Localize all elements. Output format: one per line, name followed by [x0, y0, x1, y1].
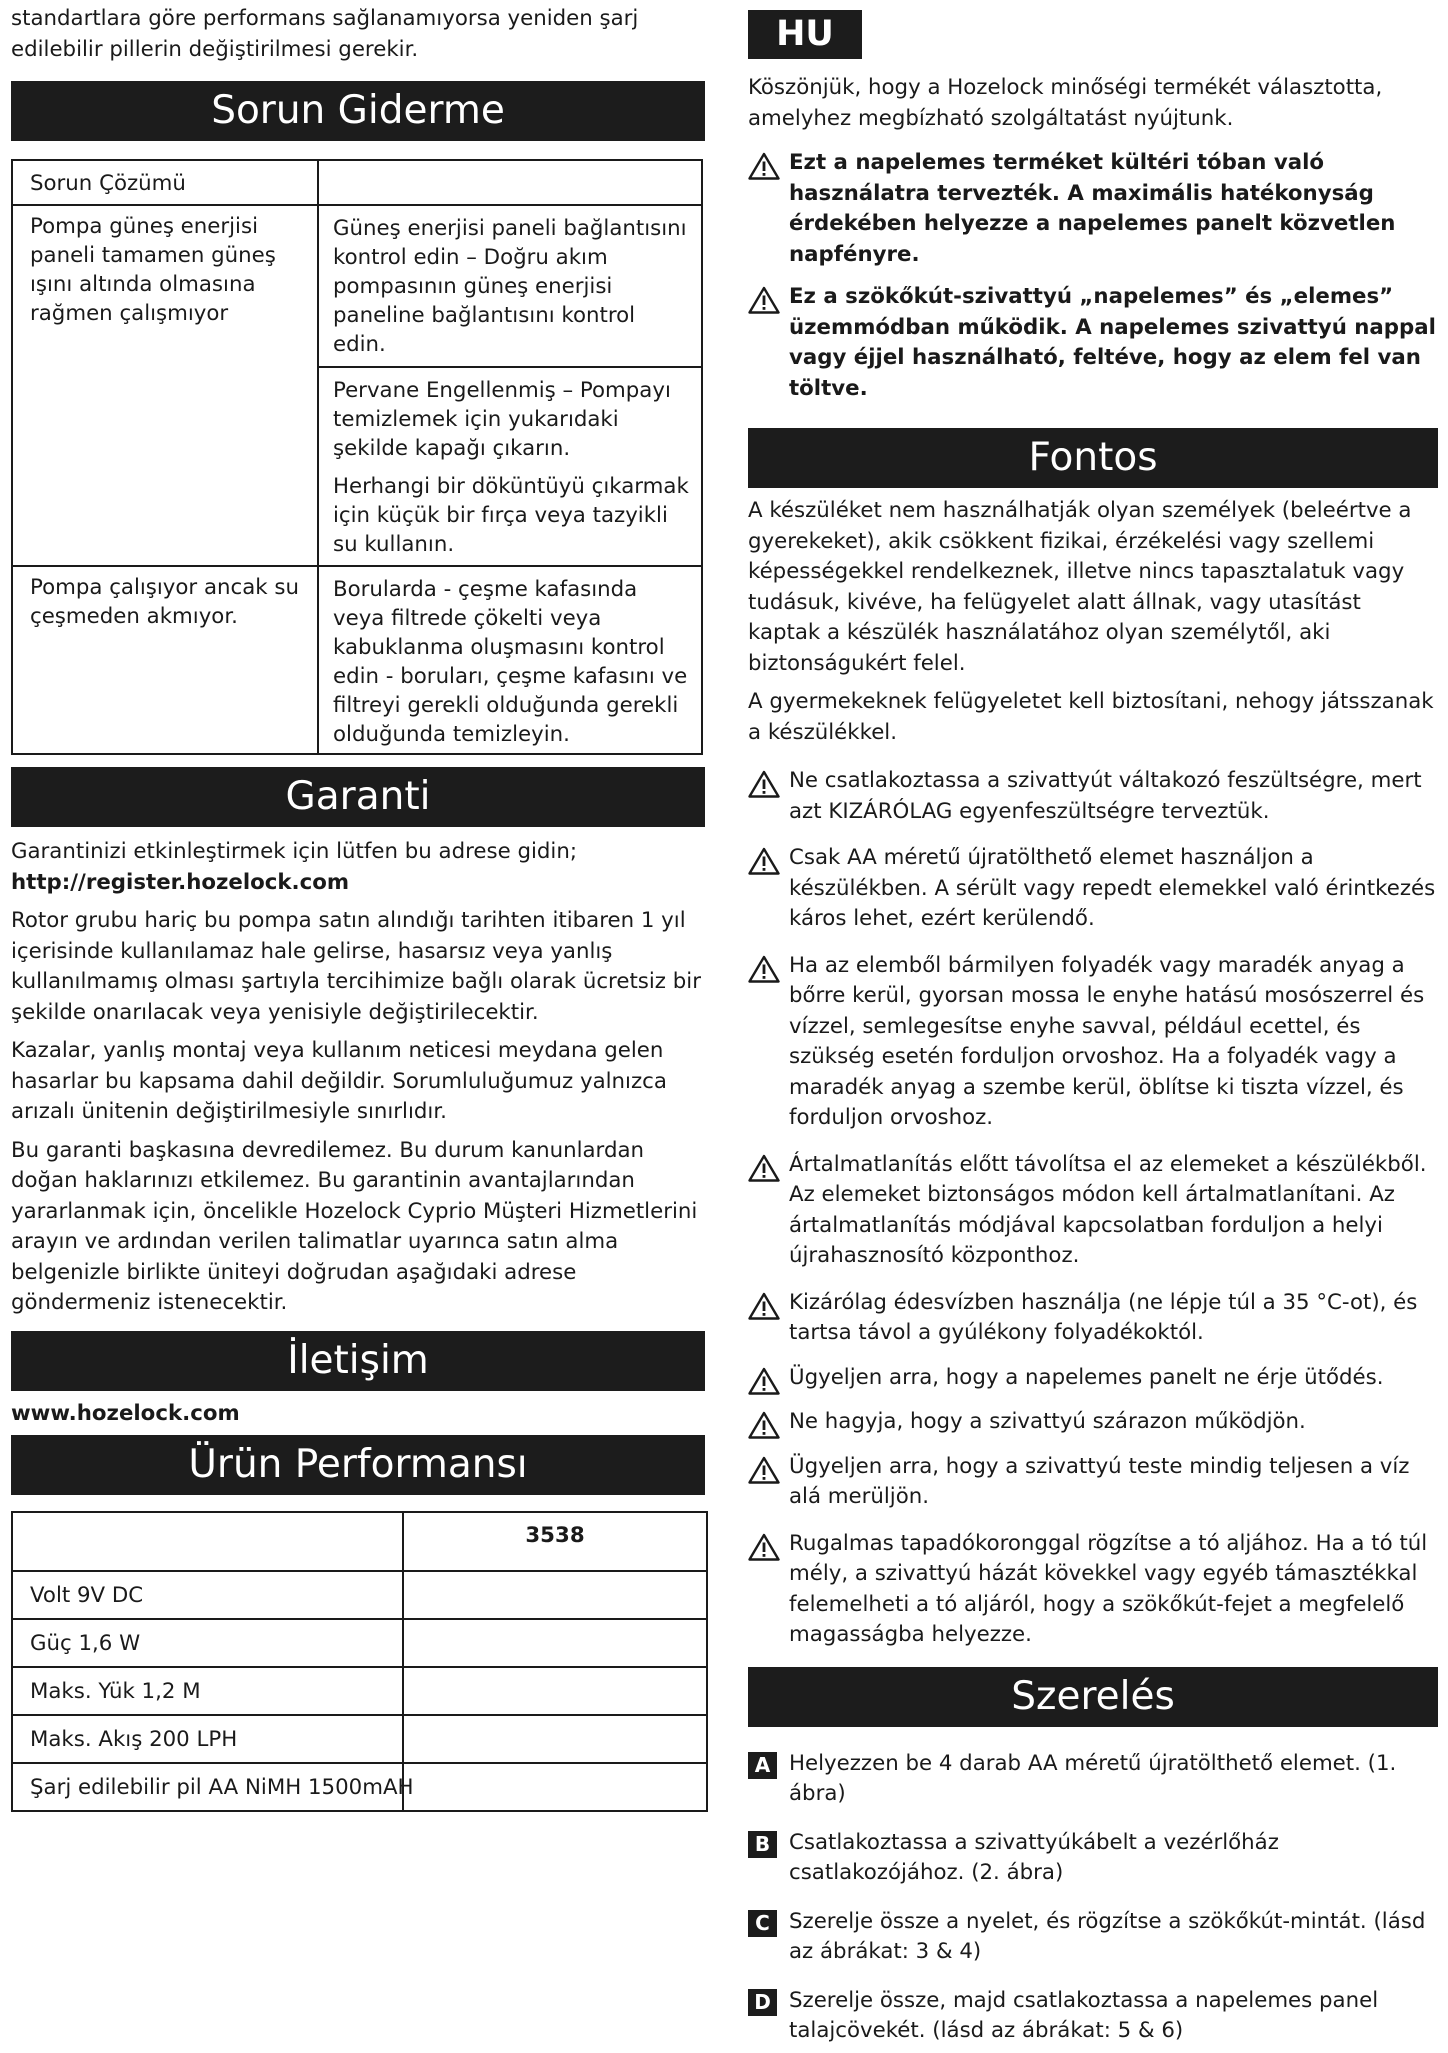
notice-item — [748, 148, 1438, 270]
table-row — [12, 1763, 707, 1811]
step-text: Csatlakoztassa a szivattyúkábelt a vezérlőház csatlakozójához. (2. ábra) — [789, 1829, 1279, 1885]
table-row — [12, 566, 702, 754]
table-row — [12, 1667, 707, 1715]
step-letter-badge: D — [748, 1989, 777, 2016]
table-header-row — [12, 160, 702, 205]
warranty-text: Rotor grubu hariç bu pompa satın alındığı tarihten itibaren 1 yıl içerisinde kullanılamaz hale gelirse, hasarsız veya yanlış kullanılmamış olması şartıyla tercihimize bağlı olarak ücretsiz bir şekilde onarılacak veya yenisiyle değiştirilecektir. — [11, 908, 701, 1025]
warning-item — [748, 951, 1438, 1134]
table-row — [12, 1715, 707, 1763]
warning-icon — [748, 1367, 780, 1395]
warning-text: Ártalmatlanítás előtt távolítsa el az elemeket a készülékből. Az elemeket biztonságos módon kell ártalmatlanítani. Az ártalmatlanítás módjával kapcsolatban forduljon a helyi újrahasznosító központhoz. — [789, 1151, 1427, 1268]
spec-cell: Maks. Akış 200 LPH — [12, 1715, 403, 1763]
warning-icon — [748, 152, 780, 180]
solution-cell: Borularda - çeşme kafasında veya filtrede çökelti veya kabuklanma oluşmasını kontrol edin - boruları, çeşme kafasını ve filtreyi gerekli olduğunda gerekli olduğunda temizleyin. — [318, 566, 702, 754]
warning-text: Rugalmas tapadókoronggal rögzítse a tó aljához. Ha a tó túl mély, a szivattyú házát kövekkel vagy egyéb támasztékkal felemelheti a tó aljáról, hogy a szökőkút-fejet a megfelelő magasságba helyezze. — [789, 1530, 1428, 1647]
warning-item — [748, 766, 1438, 827]
language-code-badge: HU — [748, 10, 862, 59]
performance-heading: Ürün Performansı — [11, 1435, 705, 1495]
important-text: A készüléket nem használhatják olyan személyek (beleértve a gyerekeket), akik csökkent fizikai, érzékelési vagy szellemi képességekkel rendelkeznek, illetve nincs tapasztalatuk vagy tudásuk, kivéve, ha felügyelet alatt állnak, vagy utasítást kaptak a készülék használatához olyan személytől, aki biztonságukért felel. — [748, 498, 1412, 676]
spec-cell: Güç 1,6 W — [12, 1619, 403, 1667]
warning-item — [748, 1150, 1438, 1272]
solution-cell: Güneş enerjisi paneli bağlantısını kontrol edin – Doğru akım pompasının güneş enerjisi paneline bağlantısını kontrol edin. — [319, 206, 701, 368]
assembly-step — [748, 1749, 1438, 1810]
notice-text: Ez a szökőkút-szivattyú „napelemes” és „elemes” üzemmódban működik. A napelemes szivattyú nappal vagy éjjel használható, feltéve, hogy az elem fel van töltve. — [789, 284, 1436, 401]
problem-cell: Pompa güneş enerjisi paneli tamamen güneş ışını altında olmasına rağmen çalışmıyor — [12, 205, 318, 566]
warning-text: Kizárólag édesvízben használja (ne lépje túl a 35 °C-ot), és tartsa távol a gyúlékony folyadékoktól. — [789, 1289, 1418, 1345]
warning-text: Csak AA méretű újratölthető elemet használjon a készülékben. A sérült vagy repedt elemekkel való érintkezés káros lehet, ezért kerülendő. — [789, 845, 1436, 931]
warning-icon — [748, 1292, 780, 1320]
warranty-text: Kazalar, yanlış montaj veya kullanım neticesi meydana gelen hasarlar bu kapsama dahil değildir. Sorumluluğumuz yalnızca arızalı ünitenin değiştirilmesiyle sınırlıdır. — [11, 1038, 667, 1124]
left-column — [11, 0, 705, 1812]
contact-heading: İletişim — [11, 1331, 705, 1391]
warning-icon — [748, 955, 780, 983]
important-heading: Fontos — [748, 428, 1438, 488]
table-header-blank — [12, 1512, 403, 1571]
troubleshooting-heading: Sorun Giderme — [11, 81, 705, 141]
spec-value-cell — [403, 1715, 707, 1763]
solution-cell-group — [318, 205, 702, 566]
step-text: Szerelje össze a nyelet, és rögzítse a szökőkút-mintát. (lásd az ábrákat: 3 & 4) — [789, 1908, 1426, 1964]
warning-icon — [748, 286, 780, 314]
warning-item — [748, 843, 1438, 935]
table-header-blank — [318, 160, 702, 205]
warning-text: Ügyeljen arra, hogy a napelemes panelt ne érje ütődés. — [789, 1364, 1384, 1390]
warning-item — [748, 1288, 1438, 1349]
warning-text: Ha az elemből bármilyen folyadék vagy maradék anyag a bőrre kerül, gyorsan mossa le enyhe hatású mosószerrel és vízzel, semlegesítse enyhe savval, például ecettel, és szükség esetén forduljon orvoshoz. Ha a folyadék vagy a maradék anyag a szembe kerül, öblítse ki tiszta vízzel, és forduljon orvoshoz. — [789, 952, 1425, 1130]
spec-value-cell — [403, 1763, 707, 1811]
table-header-row — [12, 1512, 707, 1571]
problem-cell: Pompa çalışıyor ancak su çeşmeden akmıyor. — [12, 566, 318, 754]
warning-item — [748, 1529, 1438, 1651]
warranty-text: Garantinizi etkinleştirmek için lütfen bu adrese gidin; — [11, 839, 578, 864]
solution-cell: Herhangi bir döküntüyü çıkarmak için küçük bir fırça veya tazyikli su kullanın. — [333, 474, 689, 557]
spec-value-cell — [403, 1667, 707, 1715]
troubleshooting-table — [11, 159, 703, 755]
spec-cell: Şarj edilebilir pil AA NiMH 1500mAH — [12, 1763, 403, 1811]
assembly-step — [748, 1828, 1438, 1889]
warning-icon — [748, 1154, 780, 1182]
warning-text: Ügyeljen arra, hogy a szivattyú teste mindig teljesen a víz alá merüljön. — [789, 1453, 1410, 1509]
warning-icon — [748, 1411, 780, 1439]
assembly-heading: Szerelés — [748, 1667, 1438, 1727]
warning-icon — [748, 847, 780, 875]
warning-icon — [748, 1533, 780, 1561]
solution-cell: Pervane Engellenmiş – Pompayı temizlemek için yukarıdaki şekilde kapağı çıkarın. — [333, 378, 671, 461]
warranty-heading: Garanti — [11, 767, 705, 827]
table-header-problem: Sorun Çözümü — [12, 160, 318, 205]
spec-value-cell — [403, 1619, 707, 1667]
thanks-text: Köszönjük, hogy a Hozelock minőségi termékét választotta, amelyhez megbízható szolgáltatást nyújtunk. — [748, 75, 1383, 131]
model-number: 3538 — [403, 1512, 707, 1571]
important-text: A gyermekeknek felügyeletet kell biztosítani, nehogy játsszanak a készülékkel. — [748, 689, 1434, 745]
step-text: Szerelje össze, majd csatlakoztassa a napelemes panel talajcövekét. (lásd az ábrákat: 5 & 6) — [789, 1987, 1379, 2043]
assembly-step — [748, 1907, 1438, 1968]
warranty-text: Bu garanti başkasına devredilemez. Bu durum kanunlardan doğan haklarınızı etkilemez. Bu garantinin avantajlarından yararlanmak için, öncelikle Hozelock Cyprio Müşteri Hizmetlerini arayın ve ardından verilen talimatlar uyarınca satın alma belgenizle birlikte üniteyi doğrudan aşağıdaki adrese göndermeniz istenecektir. — [11, 1137, 698, 1315]
warning-item — [748, 1452, 1438, 1513]
right-column — [748, 0, 1438, 2047]
step-letter-badge: B — [748, 1831, 777, 1858]
register-link[interactable]: http://register.hozelock.com — [11, 869, 350, 895]
notice-text: Ezt a napelemes terméket kültéri tóban való használatra tervezték. A maximális hatékonyság érdekében helyezze a napelemes panelt közvetlen napfényre. — [789, 150, 1396, 267]
warning-icon — [748, 1456, 780, 1484]
intro-text: standartlara göre performans sağlanamıyorsa yeniden şarj edilebilir pillerin değiştirilmesi gerekir. — [11, 6, 639, 62]
performance-table — [11, 1511, 708, 1812]
warning-text: Ne csatlakoztassa a szivattyút váltakozó feszültségre, mert azt KIZÁRÓLAG egyenfeszültségre terveztük. — [789, 768, 1422, 824]
warning-icon — [748, 770, 780, 798]
website-link[interactable]: www.hozelock.com — [11, 1400, 240, 1426]
warning-text: Ne hagyja, hogy a szivattyú szárazon működjön. — [789, 1409, 1306, 1434]
spec-value-cell — [403, 1571, 707, 1619]
spec-cell: Maks. Yük 1,2 M — [12, 1667, 403, 1715]
notice-item — [748, 282, 1438, 404]
table-row — [12, 205, 702, 566]
spec-cell: Volt 9V DC — [12, 1571, 403, 1619]
step-text: Helyezzen be 4 darab AA méretű újratölthető elemet. (1. ábra) — [789, 1750, 1397, 1806]
step-letter-badge: C — [748, 1910, 777, 1937]
warning-item — [748, 1407, 1438, 1438]
assembly-step — [748, 1986, 1438, 2047]
step-letter-badge: A — [748, 1752, 777, 1779]
table-row — [12, 1571, 707, 1619]
table-row — [12, 1619, 707, 1667]
warning-item — [748, 1363, 1438, 1394]
